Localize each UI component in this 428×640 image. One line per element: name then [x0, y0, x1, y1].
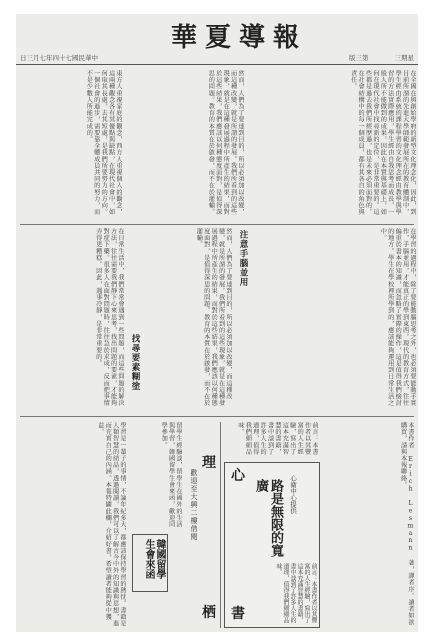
article-bottom-small: 留學生經驗談，留學生在國外的生活與學習，韓國留學生會來函，歡迎同學參加。: [160, 422, 182, 528]
article-right-column: 東方人重視家庭的觀念，西方人重視個人的觀念，這兩種觀念各有其優點與缺點，在現代社會中，如何取其長處，去其短處，是我們所要努力的方向。一個社會的進步，需要靠全體成員共同的努力，而不是少數人所能完成的。: [85, 70, 122, 216]
book-description: 前言：本書作者以其豐富的人生經驗，寫出了這本充滿智慧的書籍，書中談到了許多人生的道理，值得我們細細品味。: [275, 563, 317, 623]
divider-vertical-bottom: [220, 422, 221, 628]
badge-shelf: 栖: [202, 605, 216, 621]
masthead-page-info: 版三第 三期星: [349, 54, 414, 62]
book-provider: 心衛中心提供: [289, 475, 297, 514]
badge-reason: 理: [202, 455, 216, 471]
masthead: [16, 14, 418, 65]
divider-middle: [20, 416, 414, 417]
masthead-date: 日三月七年四十七國民華中: [20, 54, 98, 62]
article-find-elements: 在日常生活中，我們常常會遇到一些問題，而這些問題的解決方法，往往需要我們靜下心來思考，找出問題的要素，才能夠對症下藥。很多人在面對問題時，往往急於求成，反而把事情弄得更糟糕。因此，遇事冷靜，是非常重要的。: [94, 228, 124, 407]
article-top-middle-block: 然而，人們為了要達到目的，所以必須加以改變，而這種改變，就是所謂的發展。我們所看到的這些現象，就是在這種發展過程中所產生的結果，而對於這些結果，我們應該以何種態度面對，是值得深思的問題。教育的本質在於啟發，而不在於灌輸。: [207, 70, 244, 216]
badge-heart: 心: [231, 468, 245, 484]
book-title: 路是無限的寬廣: [253, 479, 283, 557]
divider-top: [20, 224, 414, 225]
article-bottom-right: 本書作者 Erich Lesmann 著，譯者序。讀者如欲購買，請與本報聯絡。: [399, 422, 414, 626]
article-top-left-block: 在全國在與創始學府的新型文化理念化，因此，到目前所謂的先進大學師範發展所在的教育體制中，學生經由系統的課程學習的文化理念經由教學與學習的方法實際應用，學生經由自我思考而成長，一般人所不能做到的成果，因此在本質與基礎上，如何在現代社會中找尋新的定位，是非常重要的。這些都是過去我們所經歷過，也是未來必須面對的。在社會結構中的每一個成員，都有其各自的角色與責任。: [349, 70, 416, 216]
article-bottom-left: 學習是一輩子的事情，不論年紀多大，都應該保持學習的熱忱。書籍是人類智慧的結晶，透過閱讀，我們可以了解古今中外的知識與思想，進而充實自己的內涵。本報特闢此欄，介紹好書，希望讀者能夠從中獲益。: [96, 422, 126, 627]
article-middle-text: 然而，人們為了要達到目的，所以必須加以改變，而這種改變，就是所謂的發展。我們所看到的這些現象，就是在這種發展過程中所產生的結果，而對於這些結果，我們應該以何種態度面對，是值得深思的問題。教育的本質在於啟發，而不在於灌輸。: [195, 228, 232, 407]
korean-students-notice: 韓國留學生會來函: [143, 539, 165, 579]
featured-book-box: [224, 462, 320, 628]
welcome-borrow-notice: 歡迎至大興二樓借閱: [190, 469, 198, 541]
heading-find-elements: 找尋要素糊塗: [130, 334, 140, 391]
masthead-title: 華夏導報: [170, 23, 307, 53]
badge-book: 書: [231, 606, 245, 622]
article-bottom-intro: 前言：本書作者以其豐富的人生經驗，寫出了這本充滿智慧的書籍，書中談到了許多人生的道理，值得我們細細品味。: [236, 422, 318, 455]
article-hand-brain: 在學習的過程中，除了要能動腦思考之外，也必須要能動手實作，手腦並用，才能真正的學到東西。現代的教育方式，往往偏重於書本的知識，而忽略了實際的操作，這是值得我們檢討的地方。學生在學校裡所學到的，應該能夠運用到日常生活之中。: [379, 228, 416, 407]
korean-students-notice-box: [132, 534, 168, 592]
newspaper-page: [16, 14, 418, 632]
heading-hand-brain: 注意手腦並用: [238, 230, 248, 287]
